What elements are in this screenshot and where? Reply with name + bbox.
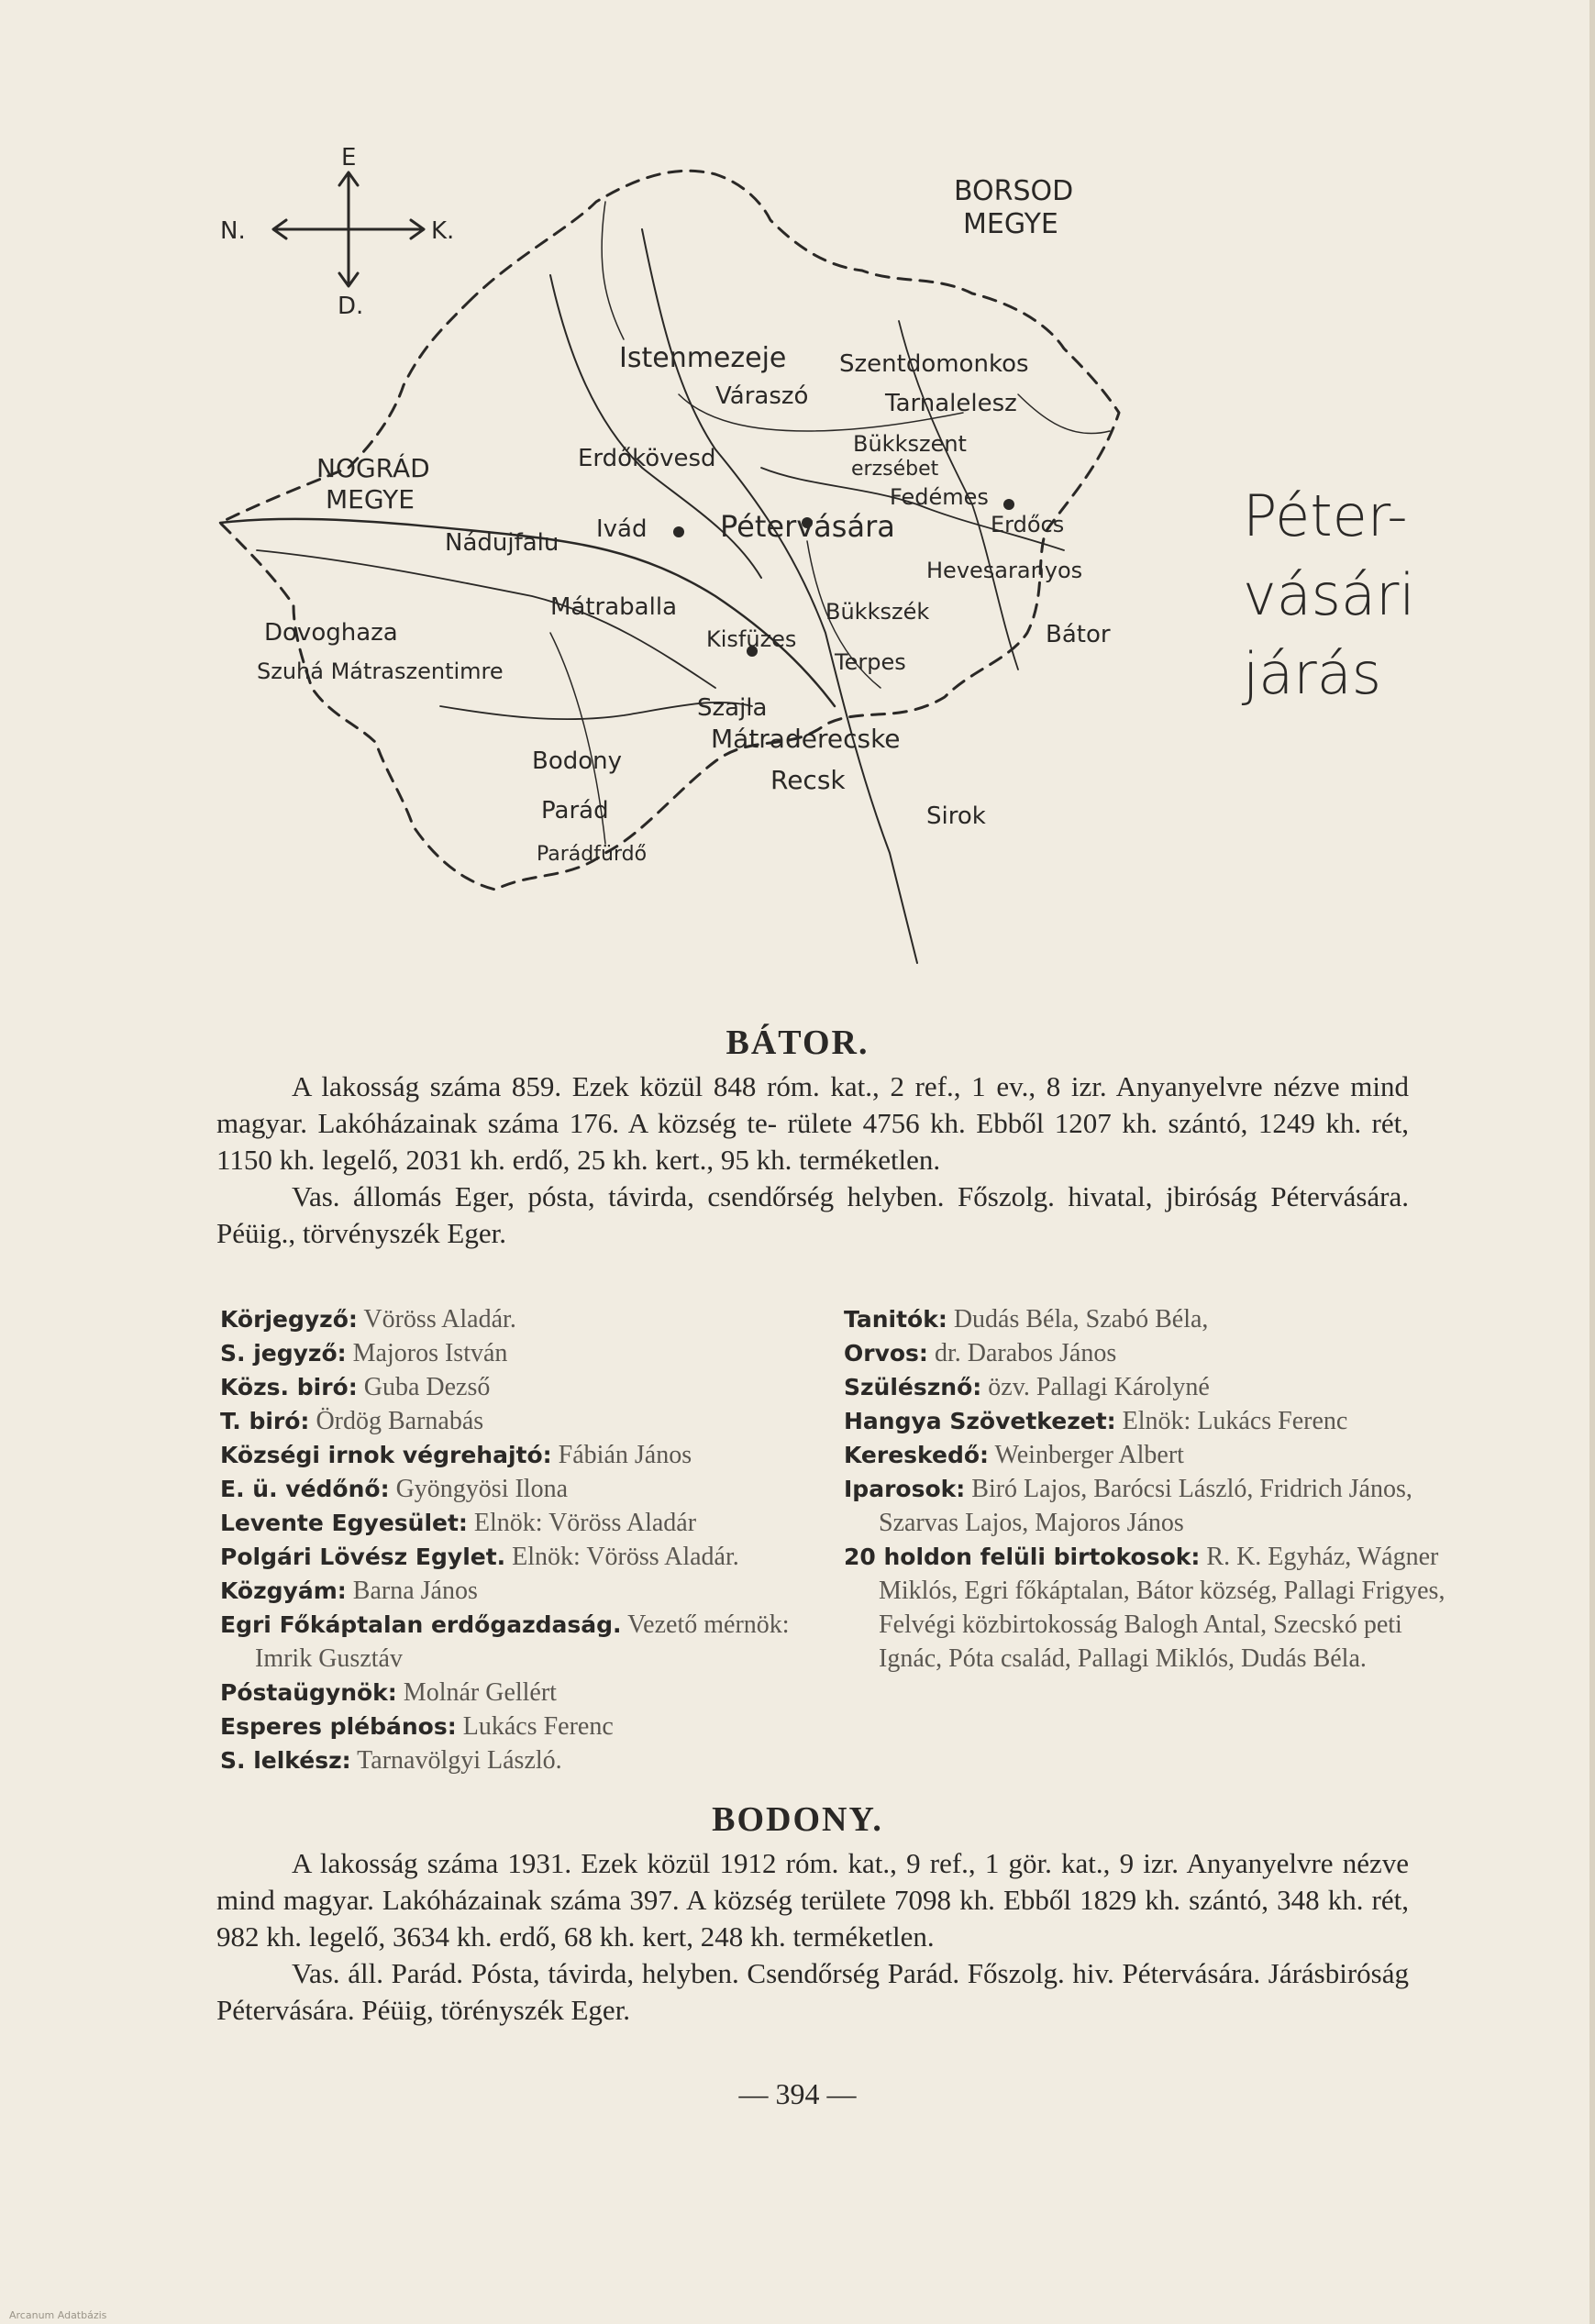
entry-label: Iparosok: xyxy=(844,1476,966,1502)
place-label: Szentdomonkos xyxy=(839,350,1029,378)
bodony-services: Vas. áll. Parád. Pósta, távirda, helyben. Csendőrség Parád. Főszolg. hiv. Pétervására. Járásbiróság Pétervására. Péüig, törényszék Eger. xyxy=(216,1957,1409,2026)
entry-value: Weinberger Albert xyxy=(994,1441,1184,1469)
entry-label: E. ü. védőnő: xyxy=(220,1476,390,1502)
place-label: Mátraderecske xyxy=(711,724,901,754)
place-label: Parádfürdő xyxy=(537,843,648,866)
bator-officials-right xyxy=(844,1302,1449,1676)
entry-value: Elnök: Vöröss Aladár. xyxy=(512,1543,739,1571)
place-label: Terpes xyxy=(835,649,906,675)
bator-paragraphs xyxy=(216,1068,1409,1252)
official-entry xyxy=(220,1336,807,1370)
entry-label: Levente Egyesület: xyxy=(220,1510,468,1536)
entry-value: Vöröss Aladár. xyxy=(363,1305,516,1334)
place-label: Fedémes xyxy=(890,484,989,510)
official-entry xyxy=(220,1370,807,1404)
entry-label: Tanitók: xyxy=(844,1306,947,1333)
entry-label: Közgyám: xyxy=(220,1577,347,1604)
place-label: Istenmezeje xyxy=(619,342,787,374)
bator-heading: BÁTOR. xyxy=(726,1024,869,1062)
official-entry xyxy=(220,1743,807,1777)
bator-population: A lakosság száma 859. Ezek közül 848 róm. kat., 2 ref., 1 ev., 8 izr. Anyanyelvre nézve mind magyar. Lakóházainak száma 176. A község te- rülete 4756 kh. Ebből 1207 kh. szántó, 1249 kh. rét, 1150 kh. legelő, 2031 kh. erdő, 25 kh. kert., 95 kh. terméketlen. xyxy=(216,1070,1409,1176)
place-label: Váraszó xyxy=(715,382,809,410)
district-title: Péter- vásári járás xyxy=(1243,482,1415,707)
place-label: Tarnalelesz xyxy=(885,390,1017,417)
entry-value: Dudás Béla, Szabó Béla, xyxy=(953,1305,1209,1334)
page-number: — 394 — xyxy=(738,2077,857,2110)
place-label: Dovoghaza xyxy=(264,619,398,647)
footer-mark: Arcanum Adatbázis xyxy=(9,2309,107,2321)
region-nograd-1: NOGRÁD xyxy=(316,453,430,483)
entry-value: Ördög Barnabás xyxy=(316,1407,484,1435)
region-borsod-1: BORSOD xyxy=(954,175,1074,207)
bator-officials-left xyxy=(220,1302,807,1777)
entry-label: Szülésznő: xyxy=(844,1374,982,1400)
official-entry xyxy=(220,1540,807,1574)
official-entry xyxy=(844,1370,1449,1404)
official-entry xyxy=(844,1336,1449,1370)
region-borsod-2: MEGYE xyxy=(963,208,1058,240)
entry-value: dr. Darabos János xyxy=(934,1339,1117,1367)
entry-value: Barna János xyxy=(352,1577,478,1605)
official-entry xyxy=(220,1676,807,1710)
entry-value: Vezető mérnök: Imrik Gusztáv xyxy=(255,1610,790,1673)
bator-services: Vas. állomás Eger, pósta, távirda, csendőrség helyben. Főszolg. hivatal, jbiróság Pétervására. Péüig., törvényszék Eger. xyxy=(216,1180,1409,1249)
compass-rose-icon xyxy=(273,172,424,286)
place-label: Nádujfalu xyxy=(445,529,559,557)
official-entry xyxy=(844,1540,1449,1676)
official-entry xyxy=(220,1438,807,1472)
entry-label: Egri Főkáptalan erdőgazdaság. xyxy=(220,1611,622,1638)
entry-label: Közs. biró: xyxy=(220,1374,358,1400)
place-label: Bátor xyxy=(1046,621,1111,648)
official-entry xyxy=(220,1472,807,1506)
entry-label: 20 holdon felüli birtokosok: xyxy=(844,1544,1201,1570)
entry-label: Polgári Lövész Egylet. xyxy=(220,1544,506,1570)
entry-value: Gyöngyösi Ilona xyxy=(395,1475,569,1503)
official-entry xyxy=(844,1404,1449,1438)
official-entry xyxy=(220,1506,807,1540)
bodony-population: A lakosság száma 1931. Ezek közül 1912 róm. kat., 9 ref., 1 gör. kat., 9 izr. Anyanyelvre nézve mind magyar. Lakóházainak száma 397. A község területe 7098 kh. Ebből 1829 kh. szántó, 348 kh. rét, 982 kh. legelő, 3634 kh. erdő, 68 kh. kert, 248 kh. terméketlen. xyxy=(216,1847,1409,1953)
compass-west: N. xyxy=(220,217,246,245)
entry-value: Lukács Ferenc xyxy=(462,1712,614,1741)
place-label: Szuhá Mátraszentimre xyxy=(257,658,504,684)
official-entry xyxy=(220,1710,807,1743)
place-label: Bükkszék xyxy=(825,599,930,625)
place-label: Recsk xyxy=(770,765,846,795)
entry-value: Tarnavölgyi László. xyxy=(357,1746,562,1775)
entry-value: özv. Pallagi Károlyné xyxy=(988,1373,1210,1401)
entry-value: Fábián János xyxy=(558,1441,692,1469)
official-entry xyxy=(844,1438,1449,1472)
official-entry xyxy=(220,1404,807,1438)
place-label: Sirok xyxy=(926,802,986,830)
region-nograd-2: MEGYE xyxy=(326,484,415,515)
official-entry xyxy=(220,1574,807,1608)
entry-value: Guba Dezső xyxy=(363,1373,491,1401)
place-label: Ivád xyxy=(596,515,648,543)
entry-label: S. lelkész: xyxy=(220,1747,351,1774)
official-entry xyxy=(844,1472,1449,1540)
compass-north: E xyxy=(341,144,357,172)
entry-label: Községi irnok végrehajtó: xyxy=(220,1442,552,1468)
entry-value: Elnök: Vöröss Aladár xyxy=(473,1509,697,1537)
compass-south: D. xyxy=(338,293,364,320)
official-entry xyxy=(844,1302,1449,1336)
place-label: Erdőcs xyxy=(991,512,1065,537)
entry-label: Orvos: xyxy=(844,1340,928,1367)
entry-value: R. K. Egyház, Wágner Miklós, Egri főkáptalan, Bátor község, Pallagi Frigyes, Felvégi közbirtokosság Balogh Antal, Szecskó peti Ignác, Póta család, Pallagi Miklós, Dudás Béla. xyxy=(879,1543,1445,1673)
place-label: Mátraballa xyxy=(550,593,677,621)
place-label: Bodony xyxy=(532,747,623,775)
place-label: Szajla xyxy=(697,694,768,722)
entry-label: Esperes plébános: xyxy=(220,1713,457,1740)
entry-value: Majoros István xyxy=(352,1339,508,1367)
page-gutter xyxy=(1589,0,1595,2324)
compass-east: K. xyxy=(431,217,455,245)
entry-label: Kereskedő: xyxy=(844,1442,990,1468)
place-label: Parád xyxy=(541,797,609,824)
entry-label: T. biró: xyxy=(220,1408,310,1434)
district-map xyxy=(165,119,1312,1027)
official-entry xyxy=(220,1608,807,1676)
official-entry xyxy=(220,1302,807,1336)
place-label: Kisfüzes xyxy=(706,626,797,652)
entry-label: Póstaügynök: xyxy=(220,1679,397,1706)
place-label: Pétervására xyxy=(720,509,895,544)
place-label: Hevesaranyos xyxy=(926,558,1083,583)
entry-value: Biró Lajos, Barócsi László, Fridrich János, Szarvas Lajos, Majoros János xyxy=(879,1475,1412,1537)
place-label: Erdőkövesd xyxy=(578,445,716,472)
bodony-paragraphs xyxy=(216,1845,1409,2029)
entry-value: Molnár Gellért xyxy=(403,1678,557,1707)
entry-label: Körjegyző: xyxy=(220,1306,358,1333)
bodony-heading: BODONY. xyxy=(712,1800,883,1839)
place-label: Bükkszent xyxy=(853,431,967,457)
entry-label: S. jegyző: xyxy=(220,1340,347,1367)
entry-label: Hangya Szövetkezet: xyxy=(844,1408,1116,1434)
place-label: erzsébet xyxy=(851,458,939,481)
entry-value: Elnök: Lukács Ferenc xyxy=(1122,1407,1348,1435)
